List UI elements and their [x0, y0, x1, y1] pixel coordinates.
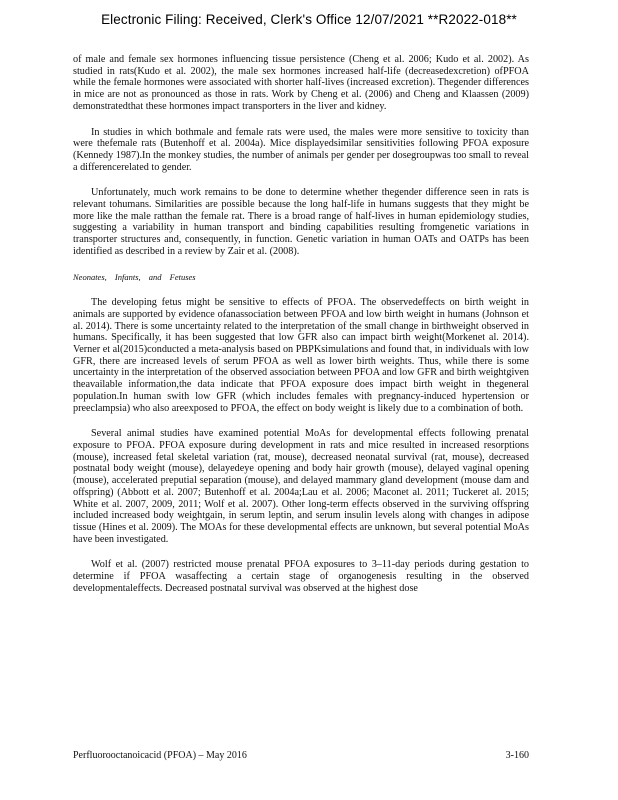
footer-page-number: 3-160: [505, 750, 529, 761]
paragraph-gender-sensitivity: In studies in which bothmale and female rats were used, the males were more sensitive to toxicity than were thefemale rats (Butenhoff et al. 2004a). Mice displayedsimilar sensitivities following PFOA exposure (Kennedy 1987).In the monkey studies, the number of animals per gender per dosegroupwas too small to reveal a differencerelated to gender.: [73, 126, 529, 173]
document-body: [73, 54, 529, 608]
section-subheading: Neonates, Infants, and Fetuses: [73, 271, 196, 282]
paragraph-wolf-study: Wolf et al. (2007) restricted mouse prenatal PFOA exposures to 3–11-day periods during gestation to determine if PFOA wasaffecting a certain stage of organogenesis resulting in the observed developmentaleffects. Decreased postnatal survival was observed at the highest dose: [73, 559, 529, 594]
footer-document-title: Perfluorooctanoicacid (PFOA) – May 2016: [73, 750, 247, 761]
paragraph-hormones: of male and female sex hormones influencing tissue persistence (Cheng et al. 2006; Kudo et al. 2002). As studied in rats(Kudo et al. 2002), the male sex hormones increased half-life (decreasedexcretion) ofPFOA while the female hormones were associated with shorter half-lives (increased excretion). Thegender differences in mice are not as pronounced as those in rats. Work by Cheng et al. (2006) and Cheng and Klaassen (2009) demonstratedthat these hormones impact transporters in the liver and kidney.: [73, 54, 529, 112]
paragraph-human-relevance: Unfortunately, much work remains to be done to determine whether thegender difference seen in rats is relevant tohumans. Similarities are possible because the long half-life in humans suggests that they might be more like the male ratthan the female rat. There is a broad range of half-lives in human epidemiology studies, suggesting a variability in human transport and binding capabilities resulting fromgenetic variations in transporter structures and, consequently, in function. Genetic variation in human OATs and OATPs has been identified as described in a review by Zair et al. (2008).: [73, 187, 529, 257]
paragraph-animal-moas: Several animal studies have examined potential MoAs for developmental effects following prenatal exposure to PFOA. PFOA exposure during development in rats and mice resulted in increased resorptions (mouse), increased fetal skeletal variation (rat, mouse), decreased neonatal survival (rat, mouse), decreased postnatal body weight (mouse), delayedeye opening and body hair growth (mouse), delayed vaginal opening (mouse), accelerated preputial separation (mouse), and delayed mammary gland development (mouse dam and offspring) (Abbott et al. 2007; Butenhoff et al. 2004a;Lau et al. 2006; Maconet al. 2011; Tuckeret al. 2015; White et al. 2007, 2009, 2011; Wolf et al. 2007). Other long-term effects observed in the surviving offspring included increased body weightgain, in serum leptin, and serum insulin levels along with changes in adipose tissue (Hines et al. 2009). The MOAs for these developmental effects are unknown, but several potential MoAs have been investigated.: [73, 428, 529, 545]
filing-header: Electronic Filing: Received, Clerk's Office 12/07/2021 **R2022-018**: [101, 12, 517, 27]
paragraph-developing-fetus: The developing fetus might be sensitive to effects of PFOA. The observedeffects on birth weight in animals are supported by evidence ofanassociation between PFOA and low birth weight in humans (Johnson et al. 2014). There is some uncertainty related to the interpretation of the small change in birthweight observed in humans. Specifically, it has been suggested that low GFR also can impact birth weight(Morkenet al. 2014). Verner et al(2015)conducted a meta-analysis based on PBPKsimulations and found that, in individuals with low GFR, there are increased levels of serum PFOA as well as lower birth weights. Thus, while there is some uncertainty in the interpretation of the observed association between PFOA and low GFR and birth weightgiven theavailable information,the data indicate that PFOA exposure does impact birth weight in thegeneral population.In human swith low GFR (which includes females with pregnancy-induced hypertension or preeclampsia) who also areexposed to PFOA, the effect on body weight is likely due to a combination of both.: [73, 297, 529, 414]
